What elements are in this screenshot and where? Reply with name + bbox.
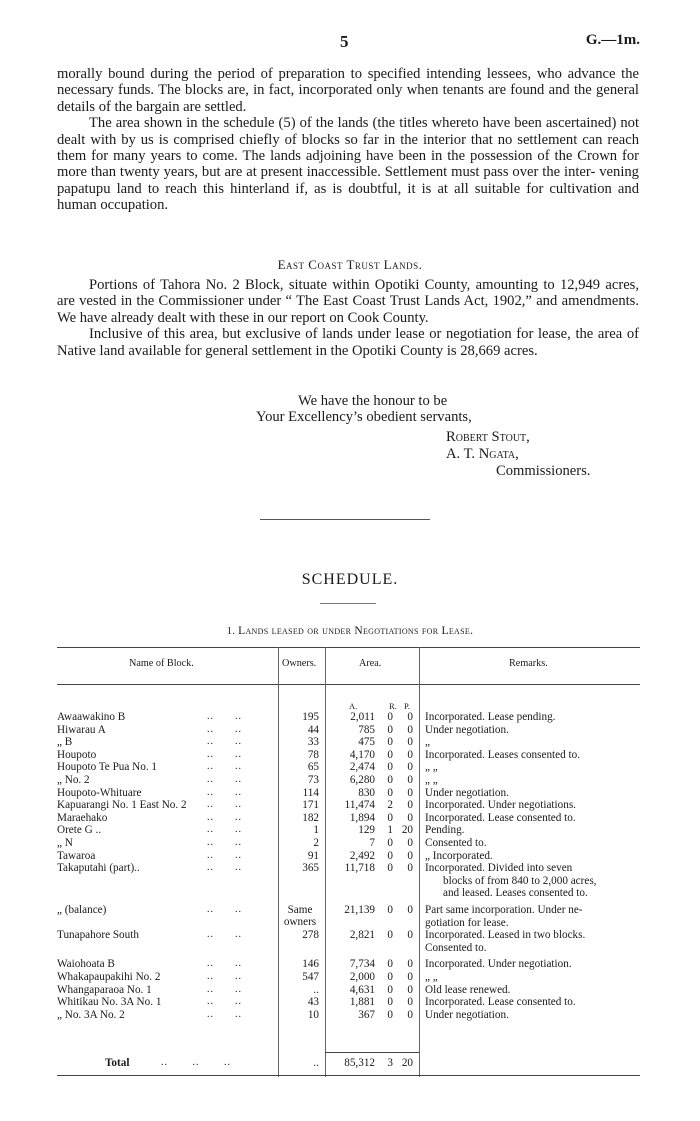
block-name: Tawaroa [57, 849, 96, 862]
area-perches: 0 [407, 811, 413, 824]
area-acres: 11,718 [344, 862, 375, 875]
area-roods: 0 [387, 774, 393, 786]
block-name: Whangaparaoa No. 1 [57, 983, 152, 996]
area-perches: 0 [407, 904, 413, 916]
block-name: Whitikau No. 3A No. 1 [57, 996, 162, 1009]
block-name: Houpoto [57, 748, 97, 761]
column-header-area: Area. [359, 658, 382, 669]
unit-perches: P. [404, 701, 410, 711]
leader-dots: .. .. [207, 929, 242, 941]
text-line: Inclusive of this area, but exclusive of lands under lease or negotiation for [89, 326, 534, 343]
leader-dots: .. .. [207, 748, 242, 760]
area-perches: 0 [407, 736, 413, 749]
page-number: 5 [340, 32, 349, 51]
section-heading: East Coast Trust Lands. [277, 257, 423, 272]
remarks-line: Incorporated. Lease consented to. [425, 996, 576, 1009]
block-name: „ No. 3A No. 2 [57, 1008, 125, 1021]
text-line: Portions of Tahora No. 2 Block, situate within Opotiki County, amounting [89, 277, 539, 293]
remarks-line: Incorporated. Lease consented to. [425, 811, 576, 824]
area-acres: 4,170 [349, 748, 375, 761]
area-roods: 0 [387, 971, 393, 983]
area-perches: 0 [407, 862, 413, 875]
area-perches: 0 [407, 799, 413, 812]
total-perches: 20 [401, 1057, 413, 1069]
schedule-subtitle [0, 625, 700, 637]
divider [320, 603, 376, 604]
leader-dots: .. .. [207, 811, 242, 823]
text-line: The area shown in the schedule (5) of the lands (the titles whereto have [89, 115, 511, 132]
remarks-line: Under negotiation. [425, 723, 509, 736]
area-acres: 1,881 [349, 996, 375, 1009]
owners-count: 43 [307, 996, 319, 1009]
block-name: Kapuarangi No. 1 East No. 2 [57, 799, 187, 812]
body-text-1 [57, 66, 639, 214]
area-perches: 0 [407, 971, 413, 983]
schedule-title: SCHEDULE. [301, 571, 399, 588]
remarks-line: blocks of from 840 to 2,000 acres, [443, 874, 597, 887]
owners-count: 78 [307, 748, 319, 761]
text-line: vening papatupu land to reach this hinterland if, as is doubtful, it is at all [57, 164, 639, 197]
area-acres: 129 [358, 824, 375, 837]
remarks-line: and leased. Leases consented to. [443, 887, 588, 900]
paragraph [57, 115, 639, 213]
leader-dots: .. .. [207, 849, 242, 861]
closing-line-2: Your Excellency’s obedient servants, [256, 409, 472, 425]
text-line: lands adjoining have been in the possession of the Crown for more than twenty [57, 148, 639, 181]
remarks-line: „ [425, 736, 430, 749]
area-perches: 0 [407, 761, 413, 774]
text-line: when tenants are found and the general details of the bargain are settled. [57, 82, 639, 115]
block-name: Whakapaupakihi No. 2 [57, 971, 161, 983]
column-rule [278, 647, 279, 1077]
leader-dots: .. .. [207, 824, 242, 836]
leader-dots: .. .. [207, 837, 242, 848]
remarks-line: Old lease renewed. [425, 983, 511, 996]
unit-roods: R. [389, 701, 397, 711]
leader-dots: .. .. [207, 983, 242, 995]
table-rule [57, 647, 640, 648]
block-name: „ N [57, 837, 73, 849]
paragraph [57, 326, 639, 359]
owners-count: 1 [313, 824, 319, 837]
owners-count: 10 [307, 1008, 319, 1021]
area-roods: 2 [387, 799, 393, 812]
area-acres: 21,139 [344, 904, 375, 916]
leader-dots: .. .. [207, 971, 242, 982]
divider [260, 519, 430, 520]
leader-dots: .. .. [207, 1008, 242, 1020]
area-acres: 830 [358, 786, 375, 799]
body-text-2 [57, 277, 639, 359]
owners-count: 2 [313, 837, 319, 849]
table-rule [57, 1075, 640, 1076]
remarks-line: Incorporated. Lease pending. [425, 711, 556, 723]
block-name: Waiohoata B [57, 958, 115, 971]
area-acres: 475 [358, 736, 375, 749]
owners-count: 365 [302, 862, 319, 875]
remarks-line: Incorporated. Under negotiation. [425, 958, 572, 971]
table-rule [57, 684, 640, 685]
signatory-2: A. T. Ngata, [446, 446, 519, 462]
total-acres: 85,312 [344, 1057, 375, 1069]
text-line: to 12,949 acres, are vested in the Commissioner under “ The East Coast Trust [57, 277, 639, 310]
leader-dots: .. .. [207, 958, 242, 970]
area-acres: 2,492 [349, 849, 375, 862]
owners-count: .. [313, 983, 319, 996]
area-roods: 0 [387, 748, 393, 761]
remarks-line: Under negotiation. [425, 786, 509, 799]
area-acres: 2,000 [349, 971, 375, 983]
total-roods: 3 [387, 1057, 393, 1069]
leader-dots: .. .. [207, 996, 242, 1008]
signatory-role: Commissioners. [496, 463, 591, 479]
owners-count: 73 [307, 774, 319, 786]
area-acres: 11,474 [344, 799, 375, 812]
column-rule [419, 647, 420, 1077]
leader-dots: .. .. [207, 799, 242, 811]
block-name: Orete G .. [57, 824, 102, 837]
closing-line-1: We have the honour to be [298, 393, 448, 409]
subtitle-text: Lands leased or under Negotiations for Lease. [238, 625, 474, 637]
subtitle-number: 1. [226, 626, 236, 637]
text-line: lease, the area of Native land available for general settlement in the Opotiki [57, 326, 640, 359]
block-name: Houpoto-Whituare [57, 786, 142, 799]
block-name: Hiwarau A [57, 723, 106, 736]
unit-acres: A. [349, 701, 358, 711]
block-name: „ No. 2 [57, 774, 90, 786]
block-name: „ (balance) [57, 904, 107, 916]
area-roods: 0 [387, 837, 393, 849]
area-perches: 0 [407, 748, 413, 761]
area-perches: 0 [407, 929, 413, 942]
area-roods: 0 [387, 849, 393, 862]
leader-dots: .. .. [207, 711, 242, 722]
area-acres: 2,474 [349, 761, 375, 774]
area-roods: 0 [387, 761, 393, 774]
signatory-1: Robert Stout, [446, 429, 530, 445]
leader-dots: .. .. [207, 761, 242, 773]
column-rule [325, 647, 326, 1077]
area-roods: 0 [387, 811, 393, 824]
block-name: Tunapahore South [57, 929, 139, 942]
block-name: Houpoto Te Pua No. 1 [57, 761, 158, 774]
total-owners: .. [313, 1057, 319, 1069]
remarks-line: Incorporated. Under negotiations. [425, 799, 576, 812]
block-name: Awaawakino B [57, 711, 126, 723]
block-name: Takaputahi (part).. [57, 862, 140, 875]
area-perches: 0 [407, 849, 413, 862]
owners-count: 91 [307, 849, 319, 862]
area-roods: 0 [387, 786, 393, 799]
area-perches: 0 [407, 774, 413, 786]
column-header-owners: Owners. [282, 658, 317, 669]
area-acres: 2,821 [349, 929, 375, 942]
leader-dots: .. .. [207, 786, 242, 798]
block-name: Maraehako [57, 811, 108, 824]
remarks-line: „ „ [425, 761, 438, 774]
area-perches: 0 [407, 837, 413, 849]
text-line: County is 28,669 acres. [400, 342, 538, 359]
owners-count: 44 [307, 723, 319, 736]
area-perches: 0 [407, 983, 413, 996]
text-line: years, but are at present inaccessible. Settlement must pass over the inter- [163, 164, 596, 181]
owners-count: 146 [302, 958, 319, 971]
area-acres: 2,011 [350, 711, 375, 723]
area-acres: 1,894 [349, 811, 375, 824]
area-acres: 6,280 [349, 774, 375, 786]
area-roods: 0 [387, 862, 393, 875]
owners-count: 195 [302, 711, 319, 723]
area-acres: 7 [369, 837, 375, 849]
area-acres: 367 [358, 1008, 375, 1021]
remarks-line: Consented to. [425, 837, 487, 849]
column-header-remarks: Remarks. [509, 658, 548, 669]
area-roods: 0 [387, 904, 393, 916]
remarks-line: Incorporated. Leases consented to. [425, 748, 581, 761]
area-roods: 0 [387, 711, 393, 723]
text-line: morally bound during the period of preparation to specified intending lessees, [57, 66, 532, 82]
text-line: who advance the necessary funds. The blocks are, in fact, incorporated only [57, 66, 639, 99]
area-perches: 0 [407, 786, 413, 799]
owners-count: Same owners [283, 904, 317, 928]
owners-count: 65 [307, 761, 319, 774]
remarks-line: Incorporated. Leased in two blocks. [425, 929, 586, 942]
area-roods: 0 [387, 958, 393, 971]
area-acres: 7,734 [349, 958, 375, 971]
remarks-line: Under negotiation. [425, 1008, 509, 1021]
remarks-line: „ „ [425, 774, 438, 786]
page-header [0, 32, 700, 52]
owners-count: 114 [302, 786, 319, 799]
column-header-name: Name of Block. [129, 658, 194, 669]
area-perches: 20 [401, 824, 413, 837]
owners-count: 33 [307, 736, 319, 749]
text-line: been ascertained) not dealt with by us is comprised chiefly of blocks so far in [57, 115, 640, 148]
text-line: suitable for cultivation and human occupation. [57, 180, 640, 214]
leader-dots: .. .. [207, 736, 242, 748]
text-line: the interior that no settlement can reach them for many years to come. The [57, 131, 639, 165]
remarks-line: „ „ [425, 971, 438, 983]
remarks-line: „ Incorporated. [425, 849, 493, 862]
leader-dots: .. .. [207, 904, 242, 915]
text-line: Lands Act, 1902,” and amendments. We have already dealt with these in our [57, 293, 639, 326]
area-acres: 4,631 [349, 983, 375, 996]
owners-count: 278 [302, 929, 319, 942]
area-roods: 0 [387, 983, 393, 996]
area-perches: 0 [407, 711, 413, 723]
area-roods: 0 [387, 736, 393, 749]
leader-dots: .. .. [207, 862, 242, 874]
text-line: report on Cook County. [290, 309, 429, 326]
area-perches: 0 [407, 958, 413, 971]
paragraph [57, 277, 639, 326]
leader-dots: .. .. [207, 774, 242, 785]
remarks-line: Consented to. [425, 941, 487, 954]
total-rule [325, 1052, 419, 1053]
area-roods: 0 [387, 996, 393, 1009]
area-acres: 785 [358, 723, 375, 736]
total-label: Total [105, 1057, 130, 1069]
area-perches: 0 [407, 996, 413, 1009]
area-roods: 0 [387, 1008, 393, 1021]
page-code: G.—1m. [585, 32, 640, 48]
remarks-line: gotiation for lease. [425, 916, 509, 929]
area-perches: 0 [407, 1008, 413, 1021]
paragraph [57, 66, 639, 115]
area-roods: 0 [387, 723, 393, 736]
leader-dots: .. .. .. [161, 1057, 231, 1068]
owners-count: 182 [302, 811, 319, 824]
remarks-line: Part same incorporation. Under ne- [425, 904, 583, 916]
area-roods: 0 [387, 929, 393, 942]
block-name: „ B [57, 736, 73, 749]
owners-count: 171 [302, 799, 319, 812]
area-perches: 0 [407, 723, 413, 736]
leader-dots: .. .. [207, 723, 242, 735]
owners-count: 547 [302, 971, 319, 983]
remarks-line: Pending. [425, 824, 465, 837]
remarks-line: Incorporated. Divided into seven [425, 862, 573, 875]
area-roods: 1 [387, 824, 393, 837]
